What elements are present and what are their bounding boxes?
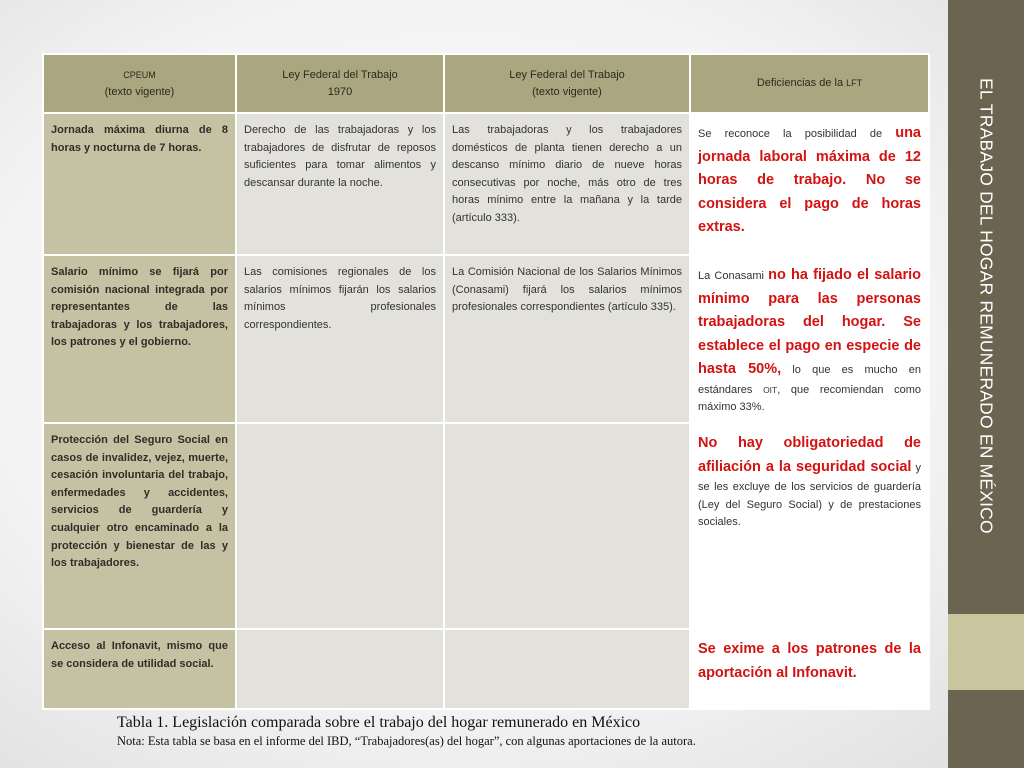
- header-lft-1970-year: 1970: [327, 85, 353, 98]
- row3-lftvigente-cell: [444, 423, 690, 629]
- row4-lftvigente-cell: [444, 629, 690, 709]
- row1-deficiencias-intro: Se reconoce la posibilidad de: [698, 128, 896, 140]
- table-row: [43, 255, 929, 423]
- row4-cpeum-cell: Acceso al Infonavit, mismo que se considera de utilidad social.: [43, 629, 236, 709]
- caption-title: Tabla 1. Legislación comparada sobre el trabajo del hogar remunerado en México: [117, 714, 641, 731]
- row1-deficiencias-emphasis: una jornada laboral máxima de 12 horas de trabajo. No se considera el pago de horas extras.: [698, 125, 921, 235]
- row2-deficiencias-text: lo que es mucho en estándares: [698, 364, 921, 396]
- row4-deficiencias-cell: [690, 629, 929, 709]
- row2-lftvigente-cell: La Comisión Nacional de los Salarios Mínimos (Conasami) fijará los salarios mínimos profesionales correspondientes (artículo 335).: [444, 255, 690, 423]
- row2-cpeum-cell: Salario mínimo se fijará por comisión nacional integrada por representantes de las trabajadoras y los trabajadores, los patrones y el gobierno.: [43, 255, 236, 423]
- header-deficiencias: [690, 54, 929, 113]
- slide-title: EL TRABAJO DEL HOGAR REMUNERADO EN MÉXICO: [976, 78, 997, 534]
- table-header-row: [43, 54, 929, 113]
- header-cpeum-title: CPEUM: [123, 69, 156, 80]
- table-row: [43, 113, 929, 255]
- row2-deficiencias-text-end: , que recomiendan como máximo 33%.: [698, 383, 922, 414]
- row2-deficiencias-oit: OIT: [763, 384, 778, 395]
- row4-lft1970-cell: [236, 629, 444, 709]
- row2-deficiencias-cell: [690, 255, 929, 423]
- row1-lftvigente-cell: Las trabajadoras y los trabajadores domésticos de planta tienen derecho a un descanso mínimo diario de nueve horas consecutivas por noche, más otro de tres horas mínimo entre la mañana y la tarde (artículo 333).: [444, 113, 690, 255]
- table-row: [43, 423, 929, 629]
- row3-deficiencias-emphasis: No hay obligatoriedad de afiliación a la seguridad social: [698, 435, 921, 475]
- row2-deficiencias-emphasis: no ha fijado el salario mínimo para las personas trabajadoras del hogar. Se establece el pago en especie de hasta 50%,: [698, 267, 921, 377]
- row3-deficiencias-cell: [690, 423, 929, 629]
- row2-deficiencias-intro: La Conasami: [698, 270, 769, 282]
- header-lft-1970: [236, 54, 444, 113]
- header-lft-vigente-title: Ley Federal del Trabajo: [509, 68, 625, 81]
- row3-deficiencias-text: y se les excluye de los servicios de guardería (Ley del Seguro Social) y de prestaciones sociales.: [698, 461, 921, 529]
- row3-lft1970-cell: [236, 423, 444, 629]
- row1-deficiencias-cell: [690, 113, 929, 255]
- row1-cpeum-cell: Jornada máxima diurna de 8 horas y nocturna de 7 horas.: [43, 113, 236, 255]
- row4-deficiencias-emphasis: Se exime a los patrones de la aportación al Infonavit.: [698, 641, 921, 681]
- header-cpeum: [43, 54, 236, 113]
- table-caption: [117, 713, 937, 749]
- caption-note: Nota: Esta tabla se basa en el informe del IBD, “Trabajadores(as) del hogar”, con algunas aportaciones de la autora.: [117, 734, 696, 748]
- comparison-table: [42, 53, 930, 710]
- header-lft-1970-title: Ley Federal del Trabajo: [282, 68, 398, 81]
- header-deficiencias-lft: LFT: [846, 78, 863, 88]
- header-deficiencias-title: Deficiencias de la: [756, 77, 847, 89]
- row1-lft1970-cell: Derecho de las trabajadoras y los trabajadores de disfrutar de reposos suficientes para tomar alimentos y descansar durante la noche.: [236, 113, 444, 255]
- header-lft-vigente: [444, 54, 690, 113]
- sidebar-accent-block: [948, 614, 1024, 690]
- table-row: [43, 629, 929, 709]
- header-cpeum-subtitle: (texto vigente): [104, 85, 175, 98]
- row2-lft1970-cell: Las comisiones regionales de los salarios mínimos fijarán los salarios mínimos profesionales correspondientes.: [236, 255, 444, 423]
- header-lft-vigente-subtitle: (texto vigente): [532, 85, 602, 98]
- row3-cpeum-cell: Protección del Seguro Social en casos de invalidez, vejez, muerte, cesación involuntaria del trabajo, enfermedades y accidentes, servicios de guardería y cualquier otro encaminado a la protección y bienestar de las y los trabajadores.: [43, 423, 236, 629]
